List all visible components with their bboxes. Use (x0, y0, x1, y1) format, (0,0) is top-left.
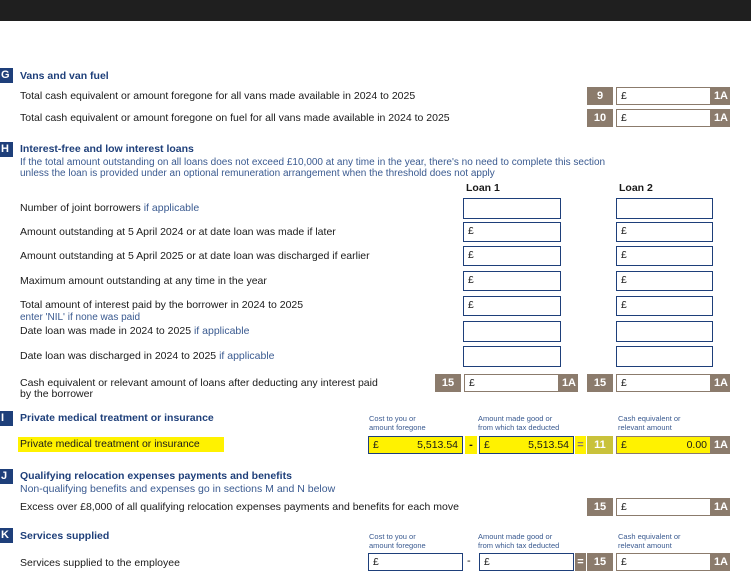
box-number-9: 9 (587, 87, 613, 105)
medical-made-good-field[interactable]: £ 5,513.54 (479, 436, 574, 454)
loan1-date-discharged-field[interactable] (463, 346, 561, 367)
vans-amount-field[interactable] (616, 87, 712, 105)
medical-cash-equivalent-field[interactable]: £ 0.00 (616, 436, 712, 454)
pound-sign: £ (621, 112, 627, 124)
loan2-outstanding-2024-field[interactable]: £ (616, 222, 713, 242)
box-number-10: 10 (587, 109, 613, 127)
vans-label: Total cash equivalent or amount foregone for all vans made available in 2024 to 2025 (20, 90, 416, 102)
pound-sign: £ (621, 90, 627, 102)
loan1-joint-borrowers-field[interactable] (463, 198, 561, 219)
loan2-max-outstanding-field[interactable]: £ (616, 271, 713, 291)
loan1-interest-paid-field[interactable]: £ (463, 296, 561, 316)
interest-paid-hint: enter 'NIL' if none was paid (20, 312, 140, 323)
section-j-title: Qualifying relocation expenses payments and benefits (20, 470, 292, 482)
services-supplied-label: Services supplied to the employee (20, 557, 180, 569)
loan1-outstanding-2025-field[interactable]: £ (463, 246, 561, 266)
date-made-label: Date loan was made in 2024 to 2025 if applicable (20, 325, 250, 337)
box-number-11: 11 (587, 436, 613, 454)
medical-treatment-label: Private medical treatment or insurance (18, 437, 224, 452)
section-h-note-2: unless the loan is provided under an optional remuneration arrangement when the threshold does not apply (20, 168, 495, 179)
loan1-max-outstanding-field[interactable]: £ (463, 271, 561, 291)
tag-1a: 1A (558, 374, 578, 392)
section-g-letter: G (0, 68, 13, 83)
joint-borrowers-label: Number of joint borrowers if applicable (20, 202, 200, 214)
loan1-cash-equivalent-field[interactable]: £ (464, 374, 561, 392)
relocation-amount-field[interactable]: £ (616, 498, 712, 516)
cash-equivalent-column-header: Cash equivalent or relevant amount (618, 414, 681, 432)
date-discharged-label: Date loan was discharged in 2024 to 2025 if applicable (20, 350, 275, 362)
cash-equivalent-label-1: Cash equivalent or relevant amount of loans after deducting any interest paid (20, 377, 378, 389)
cost-column-header: Cost to you or amount foregone (369, 414, 426, 432)
medical-cost-field[interactable]: £ 5,513.54 (368, 436, 463, 454)
section-k-title: Services supplied (20, 530, 110, 542)
tag-1a: 1A (710, 87, 730, 105)
box-number-15: 15 (587, 374, 613, 392)
box-number-15: 15 (435, 374, 461, 392)
top-dark-bar (0, 0, 751, 21)
services-made-good-field[interactable]: £ (479, 553, 574, 571)
loan2-outstanding-2025-field[interactable]: £ (616, 246, 713, 266)
loan2-date-made-field[interactable] (616, 321, 713, 342)
loan2-joint-borrowers-field[interactable] (616, 198, 713, 219)
cost-column-header: Cost to you or amount foregone (369, 532, 426, 550)
section-h-note-1: If the total amount outstanding on all loans does not exceed £10,000 at any time in the year, there's no need to complete this section (20, 157, 606, 168)
made-good-column-header: Amount made good or from which tax deducted (478, 414, 560, 432)
section-h-title: Interest-free and low interest loans (20, 143, 194, 155)
box-number-15: 15 (587, 553, 613, 571)
box-number-15: 15 (587, 498, 613, 516)
cash-equivalent-column-header: Cash equivalent or relevant amount (618, 532, 681, 550)
tag-1a: 1A (710, 553, 730, 571)
minus-sign: - (467, 555, 471, 567)
tag-1a: 1A (710, 109, 730, 127)
max-outstanding-label: Maximum amount outstanding at any time in the year (20, 275, 267, 287)
tag-1a: 1A (710, 498, 730, 516)
loan-2-header: Loan 2 (619, 182, 653, 194)
van-fuel-amount-field[interactable] (616, 109, 712, 127)
outstanding-2025-label: Amount outstanding at 5 April 2025 or at date loan was discharged if earlier (20, 250, 370, 262)
interest-paid-label: Total amount of interest paid by the borrower in 2024 to 2025 (20, 299, 304, 311)
van-fuel-label: Total cash equivalent or amount foregone on fuel for all vans made available in 2024 to 2025 (20, 112, 450, 124)
loan2-cash-equivalent-field[interactable]: £ (616, 374, 712, 392)
tag-1a: 1A (710, 374, 730, 392)
loan2-date-discharged-field[interactable] (616, 346, 713, 367)
section-i-title: Private medical treatment or insurance (20, 412, 214, 424)
section-k-letter: K (0, 528, 13, 543)
services-cost-field[interactable]: £ (368, 553, 463, 571)
services-cash-equivalent-field[interactable]: £ (616, 553, 712, 571)
minus-sign: - (465, 436, 477, 454)
section-j-note: Non-qualifying benefits and expenses go in sections M and N below (20, 483, 336, 495)
section-i-letter: I (0, 411, 13, 426)
loan2-interest-paid-field[interactable]: £ (616, 296, 713, 316)
equals-sign: = (575, 553, 586, 571)
cash-equivalent-label-2: by the borrower (20, 388, 93, 400)
loan1-date-made-field[interactable] (463, 321, 561, 342)
tag-1a: 1A (710, 436, 730, 454)
equals-sign: = (575, 436, 586, 454)
loan1-outstanding-2024-field[interactable]: £ (463, 222, 561, 242)
section-h-letter: H (0, 142, 13, 157)
relocation-label: Excess over £8,000 of all qualifying relocation expenses payments and benefits for each move (20, 501, 459, 513)
made-good-column-header: Amount made good or from which tax deducted (478, 532, 560, 550)
section-j-letter: J (0, 469, 13, 484)
loan-1-header: Loan 1 (466, 182, 500, 194)
section-g-title: Vans and van fuel (20, 70, 109, 82)
outstanding-2024-label: Amount outstanding at 5 April 2024 or at date loan was made if later (20, 226, 336, 238)
